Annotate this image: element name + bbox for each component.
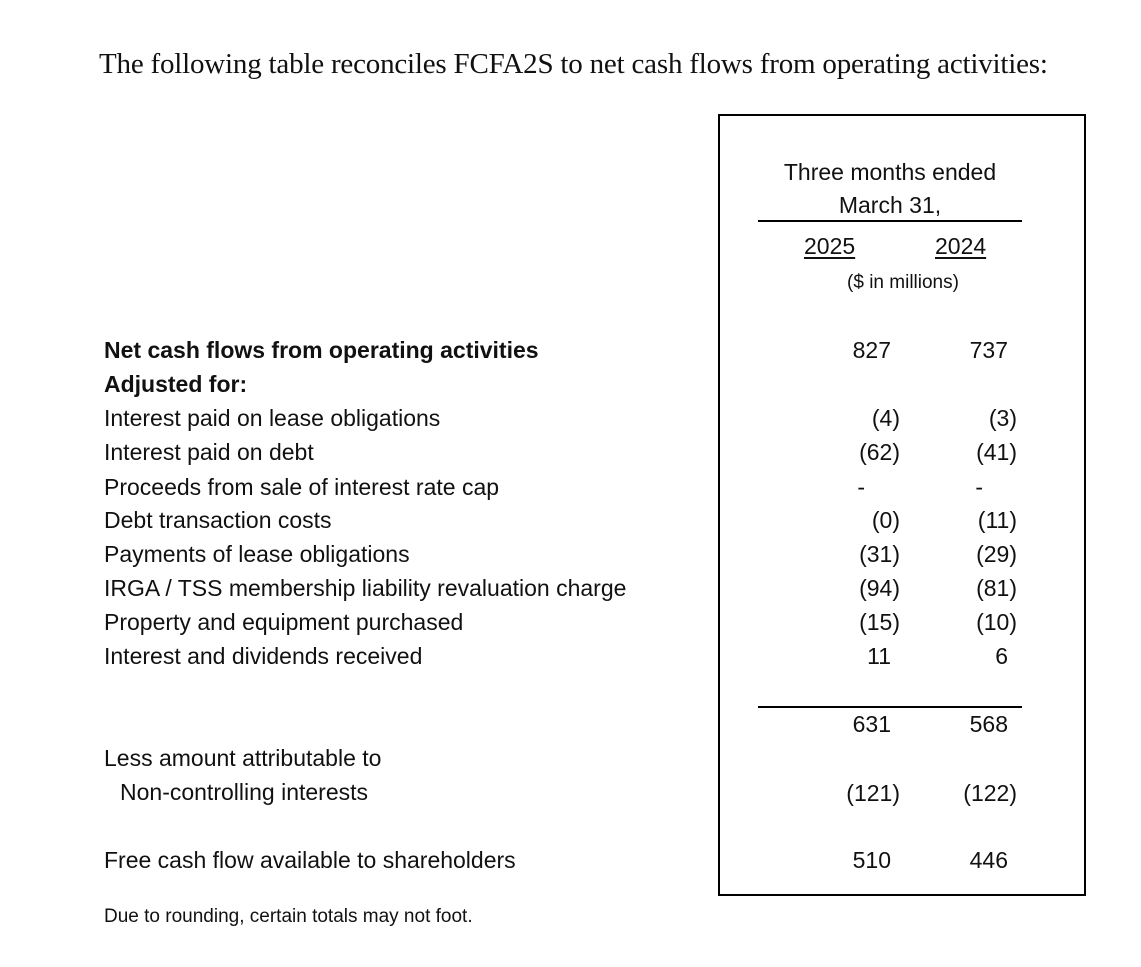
year-2025-header: 2025 (804, 233, 856, 259)
row-value-2025: - (857, 474, 865, 500)
total-label: Free cash flow available to shareholders (104, 847, 516, 873)
subtotal-rule (758, 706, 1022, 708)
intro-text: The following table reconciles FCFA2S to net cash flows from operating activities: (99, 48, 1048, 80)
row-label-property-equipment: Property and equipment purchased (104, 609, 464, 635)
row-value-2025: (4) (871, 405, 900, 431)
period-header-line1: Three months ended (783, 159, 997, 185)
period-header-line2: March 31, (838, 192, 942, 218)
row-label-lease-payments: Payments of lease obligations (104, 541, 410, 567)
row-value-2025: (94) (859, 575, 900, 601)
row-value-2024: (41) (976, 439, 1017, 465)
period-header-rule (758, 220, 1022, 222)
subtotal-2024: 568 (969, 711, 1008, 737)
row-value-2025: (31) (859, 541, 900, 567)
row-value-2025: (62) (859, 439, 900, 465)
row-value-2025: 827 (852, 337, 891, 363)
row-value-2025: (0) (871, 507, 900, 533)
total-2025: 510 (852, 847, 891, 873)
row-value-2024: 737 (969, 337, 1008, 363)
row-label-debt-transaction: Debt transaction costs (104, 507, 332, 533)
row-value-2024: (10) (976, 609, 1017, 635)
figures-box (718, 114, 1086, 896)
row-label-interest-lease: Interest paid on lease obligations (104, 405, 441, 431)
row-value-2024: (11) (977, 507, 1017, 533)
rounding-note: Due to rounding, certain totals may not foot. (104, 906, 473, 927)
row-value-2024: (81) (976, 575, 1017, 601)
row-value-2024: (29) (976, 541, 1017, 567)
row-value-2024: - (975, 474, 983, 500)
total-2024: 446 (969, 847, 1008, 873)
row-value-2024: (3) (988, 405, 1017, 431)
non-controlling-2025: (121) (846, 780, 900, 806)
non-controlling-label: Non-controlling interests (120, 779, 369, 805)
year-2024-header: 2024 (935, 233, 987, 259)
less-attributable-label: Less amount attributable to (104, 745, 382, 771)
row-value-2025: (15) (859, 609, 900, 635)
row-label-net-cash-flows: Net cash flows from operating activities (104, 337, 539, 363)
row-value-2024: 6 (995, 643, 1008, 669)
row-value-2025: 11 (867, 643, 891, 669)
subtotal-2025: 631 (852, 711, 891, 737)
row-label-adjusted-for: Adjusted for: (104, 371, 248, 397)
row-label-irga-tss: IRGA / TSS membership liability revaluation charge (104, 575, 627, 601)
non-controlling-2024: (122) (963, 780, 1017, 806)
row-label-interest-dividends: Interest and dividends received (104, 643, 423, 669)
units-label: ($ in millions) (847, 272, 959, 293)
row-label-interest-rate-cap: Proceeds from sale of interest rate cap (104, 474, 500, 500)
row-label-interest-debt: Interest paid on debt (104, 439, 314, 465)
